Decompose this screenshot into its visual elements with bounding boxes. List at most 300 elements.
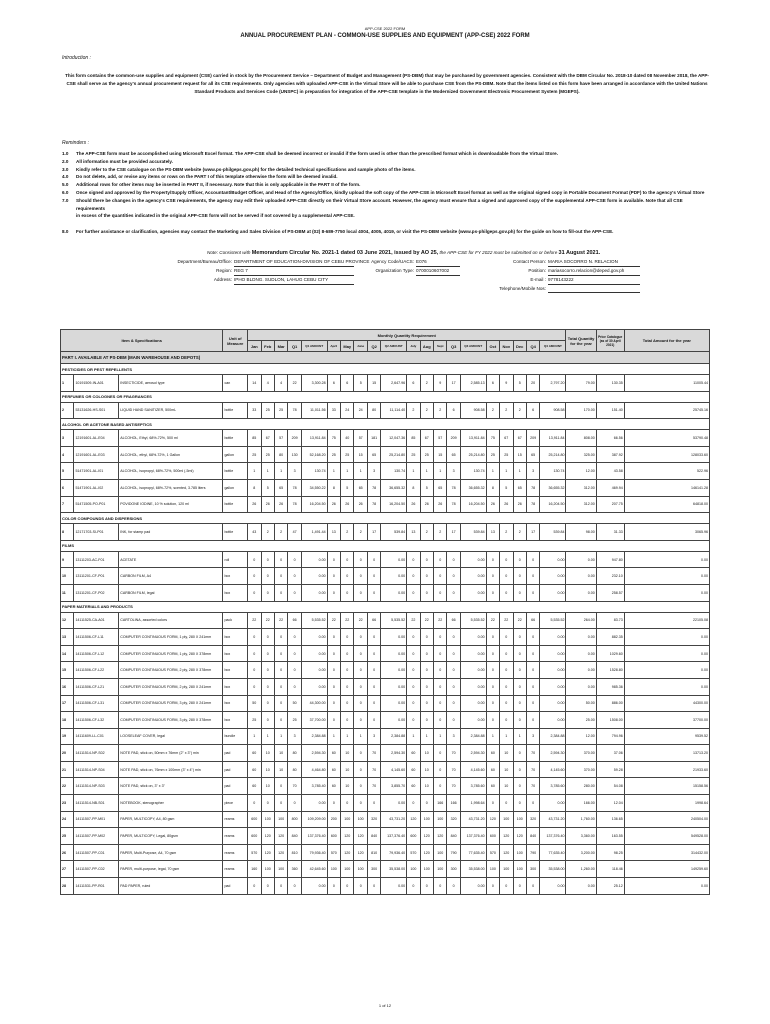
table-row (61, 695, 710, 712)
month-header: Dec (513, 341, 526, 352)
table-cell: 0 (526, 551, 539, 568)
table-cell: 0.00 (301, 878, 327, 895)
table-cell: POVIDONE IODINE, 10 % solution, 120 ml (119, 496, 223, 513)
table-cell: 0 (500, 795, 513, 812)
table-cell: 4,145.60 (381, 761, 407, 778)
reminder-number: 5.0 (62, 182, 69, 188)
table-cell: 0 (513, 745, 526, 762)
table-cell: 25 (61, 828, 74, 845)
table-cell: 100 (354, 811, 367, 828)
table-cell: 0 (261, 878, 274, 895)
table-cell: 2,594.30 (540, 745, 566, 762)
table-cell: 0 (447, 629, 460, 646)
table-cell: 0 (274, 584, 287, 601)
table-cell: 0.00 (301, 551, 327, 568)
table-cell: 0 (526, 662, 539, 679)
table-cell: 80 (288, 745, 301, 762)
table-cell: 14111514-NP-S02 (74, 745, 119, 762)
page-number: 1 of 12 (378, 1003, 392, 1008)
table-cell: 0.00 (624, 878, 709, 895)
table-cell: 808.00 (566, 430, 596, 447)
table-cell: 300 (367, 861, 380, 878)
table-cell: 209 (526, 430, 539, 447)
field-label: Department/Bureau/Office: (177, 259, 232, 264)
reminder-item (62, 189, 712, 197)
table-cell: 25,214.80 (540, 446, 566, 463)
table-row (61, 584, 710, 601)
table-cell: NOTE PAD, stick on, 50mm x 76mm (2" x 3") min (119, 745, 223, 762)
month-header: Q3 AMOUNT (460, 341, 486, 352)
table-cell: 12171703-SI-P01 (74, 524, 119, 541)
table-cell: 80 (274, 446, 287, 463)
table-cell: 25 (486, 446, 499, 463)
table-cell: COMPUTER CONTINUOUS FORM, 3 ply, 280 X 378mm (119, 712, 223, 729)
table-cell: 0 (513, 878, 526, 895)
table-cell: 908.58 (540, 402, 566, 419)
table-cell: 60 (486, 778, 499, 795)
table-cell: 0 (526, 568, 539, 585)
table-cell: 120 (420, 828, 433, 845)
table-body (61, 352, 710, 895)
table-cell: 50.00 (566, 695, 596, 712)
contact-fields (490, 258, 640, 293)
table-cell: 65 (526, 446, 539, 463)
reminders-heading: Reminders : (62, 140, 89, 146)
table-cell: 1 (327, 728, 340, 745)
table-cell: 51471901-AL-I02 (74, 479, 119, 496)
table-cell: 25 (261, 402, 274, 419)
table-cell: 0 (486, 695, 499, 712)
table-cell: 130.35 (596, 375, 624, 392)
table-cell: 100 (327, 861, 340, 878)
col-item-specs: Item & Specifications (61, 330, 223, 352)
table-cell: 2 (500, 524, 513, 541)
table-cell: 3 (61, 430, 74, 447)
reminder-text: For further assistance or clarification, agencies may contact the Marketing and Sales Division of PS-DBM at (02) 8-689-7750 local 4004, 4005, 4019, or visit the PS-DBM website (www.ps-philgeps.gov.ph) for the guide on how to fill-out the APP-CSE. (76, 229, 614, 235)
table-cell: box (223, 568, 248, 585)
table-cell: 5,535.52 (460, 612, 486, 629)
table-cell: 136.65 (596, 811, 624, 828)
table-row (61, 568, 710, 585)
table-cell: 1 (433, 728, 446, 745)
table-cell: 0 (433, 584, 446, 601)
table-cell: 65 (354, 479, 367, 496)
table-cell: 0.00 (381, 551, 407, 568)
month-header: July (407, 341, 420, 352)
table-cell: 600 (248, 811, 261, 828)
table-cell: bottle (223, 463, 248, 480)
table-cell: 10 (500, 778, 513, 795)
category-row (61, 513, 710, 524)
table-cell: 181 (367, 430, 380, 447)
table-cell: 0 (526, 678, 539, 695)
table-cell: 0.00 (624, 645, 709, 662)
table-cell: 10191509-IN-A01 (74, 375, 119, 392)
reminder-item (62, 212, 712, 220)
table-cell: 1528.80 (596, 662, 624, 679)
table-cell: ALCOHOL, ethyl, 68%-72%, 1 Gallon (119, 446, 223, 463)
table-cell: 10 (341, 745, 354, 762)
table-cell: 0 (486, 584, 499, 601)
category-label: COLOR COMPOUNDS AND DISPERSIONS (61, 513, 710, 524)
table-cell: 9539.52 (624, 728, 709, 745)
table-cell: 130.74 (460, 463, 486, 480)
table-cell: 0 (513, 778, 526, 795)
table-cell: 2 (341, 524, 354, 541)
table-cell: 0 (327, 662, 340, 679)
table-cell: PAPER, Multi-Purpose, A4, 70 gsm (119, 844, 223, 861)
table-cell: 170.00 (566, 402, 596, 419)
table-cell: 0 (261, 712, 274, 729)
table-cell: 35,538.00 (460, 861, 486, 878)
table-cell: 0 (513, 662, 526, 679)
table-cell: 0 (407, 695, 420, 712)
table-cell: box (223, 645, 248, 662)
table-cell: 0 (367, 568, 380, 585)
table-cell: 0 (288, 629, 301, 646)
table-cell: 26 (500, 496, 513, 513)
table-cell: 15 (61, 662, 74, 679)
table-cell: 100 (261, 811, 274, 828)
table-cell: 0 (341, 878, 354, 895)
table-cell: 0 (261, 695, 274, 712)
table-cell: ACETATE (119, 551, 223, 568)
table-cell: 52,168.20 (301, 446, 327, 463)
table-cell: 16,204.50 (301, 496, 327, 513)
table-cell: 1 (274, 728, 287, 745)
table-cell: 14 (61, 645, 74, 662)
table-row (61, 728, 710, 745)
table-cell: 78 (288, 496, 301, 513)
table-cell: 70 (526, 761, 539, 778)
table-cell: 27 (61, 861, 74, 878)
table-cell: 0 (420, 662, 433, 679)
table-cell: 0 (486, 795, 499, 812)
table-cell: 314432.00 (624, 844, 709, 861)
table-row (61, 479, 710, 496)
table-cell: 14111525-CA-A01 (74, 612, 119, 629)
field-value: MARIA SOCORRO N. RELACION (548, 258, 640, 267)
month-header: Nov (500, 341, 513, 352)
table-cell: 13,911.84 (460, 430, 486, 447)
table-cell: 0 (420, 712, 433, 729)
table-cell: 1,260.00 (566, 861, 596, 878)
table-cell: 570 (248, 844, 261, 861)
table-cell: 3065.96 (624, 524, 709, 541)
table-cell: 2,594.30 (301, 745, 327, 762)
table-cell: piece (223, 795, 248, 812)
table-cell: 100 (500, 811, 513, 828)
table-cell: 0.00 (540, 629, 566, 646)
table-cell: 0 (327, 568, 340, 585)
table-cell: 1029.60 (596, 645, 624, 662)
table-cell: 70 (526, 778, 539, 795)
table-cell: 19 (61, 728, 74, 745)
submission-note (207, 250, 600, 256)
table-cell: 100 (274, 811, 287, 828)
field-value: E076 (416, 258, 460, 267)
table-cell: 0 (341, 695, 354, 712)
table-cell: 2 (420, 524, 433, 541)
table-cell: 78 (367, 479, 380, 496)
table-cell: 0 (513, 712, 526, 729)
table-cell: gallon (223, 446, 248, 463)
table-cell: 26 (433, 496, 446, 513)
table-cell: 0.00 (540, 662, 566, 679)
table-cell: PAPER, MULTICOPY, A4, 80 gsm (119, 811, 223, 828)
table-row (61, 612, 710, 629)
table-cell: 0.00 (381, 584, 407, 601)
table-cell: 0 (341, 584, 354, 601)
table-cell: 120 (341, 844, 354, 861)
table-cell: 0 (261, 551, 274, 568)
table-cell: 0 (327, 695, 340, 712)
part-label: PART I. AVAILABLE AT PS-DBM (MAIN WAREHOUSE AND DEPOTS) (61, 352, 710, 364)
table-cell: pad (223, 745, 248, 762)
table-cell: 0.00 (460, 551, 486, 568)
table-cell: 264.00 (566, 612, 596, 629)
field-value: 0700010607002 (416, 267, 460, 276)
table-cell: 539.84 (460, 524, 486, 541)
table-cell: 60 (407, 761, 420, 778)
table-cell: 0 (248, 878, 261, 895)
table-cell: 66 (526, 612, 539, 629)
table-cell: 13,911.84 (540, 430, 566, 447)
table-cell: 22 (274, 612, 287, 629)
table-cell: 0.00 (381, 568, 407, 585)
reminder-text: Should there be changes in the agency's CSE requirements, the agency may edit their uploaded APP-CSE directly on their Virtual Store account. However, the agency must ensure that a signed and approved copy of the supplemental APP-CSE form is available. Note that all CSE requirements (76, 197, 683, 211)
table-cell: 100 (354, 861, 367, 878)
table-cell: ALCOHOL, Ethyl, 68%-72%, 500 ml (119, 430, 223, 447)
table-cell: 85 (248, 430, 261, 447)
table-cell: 43.58 (596, 463, 624, 480)
table-cell: 0 (447, 695, 460, 712)
table-cell: 22 (61, 778, 74, 795)
table-cell: 70 (526, 745, 539, 762)
table-cell: 908.58 (460, 402, 486, 419)
table-cell: 0 (274, 629, 287, 646)
table-cell: 0.00 (460, 645, 486, 662)
table-cell: 2 (354, 524, 367, 541)
field-label: Telephone/Mobile Nos: (499, 286, 546, 291)
table-cell: 100 (420, 811, 433, 828)
table-cell: 3 (447, 728, 460, 745)
table-cell: 0 (513, 568, 526, 585)
month-header: Mar (274, 341, 287, 352)
table-cell: 120 (261, 844, 274, 861)
table-cell: 0 (367, 629, 380, 646)
table-cell: 3 (288, 728, 301, 745)
table-cell: 0 (288, 568, 301, 585)
table-cell: 100 (500, 861, 513, 878)
table-cell: 280.00 (566, 778, 596, 795)
table-cell: 120 (486, 811, 499, 828)
table-cell: 0.00 (540, 584, 566, 601)
table-cell: 50 (248, 695, 261, 712)
table-cell: 0 (526, 629, 539, 646)
table-cell: 6 (341, 375, 354, 392)
table-cell: 0 (433, 878, 446, 895)
table-cell: 312.00 (566, 479, 596, 496)
table-cell: 0 (248, 584, 261, 601)
table-cell: 0.00 (381, 695, 407, 712)
table-cell: 22 (513, 612, 526, 629)
table-cell: 3,360.00 (566, 828, 596, 845)
table-cell: 2,594.30 (460, 745, 486, 762)
table-cell: 0.00 (381, 795, 407, 812)
table-cell: 31.33 (596, 524, 624, 541)
table-cell: INK, for stamp pad (119, 524, 223, 541)
table-cell: 66 (288, 612, 301, 629)
table-cell: 0 (500, 568, 513, 585)
table-cell: 65 (433, 479, 446, 496)
table-cell: 0.00 (460, 695, 486, 712)
table-cell: 120 (354, 844, 367, 861)
table-cell: 0 (341, 795, 354, 812)
table-cell: 25 (274, 402, 287, 419)
table-cell: 2 (500, 402, 513, 419)
table-cell: 0.00 (566, 584, 596, 601)
form-field (150, 276, 354, 285)
table-cell: 128033.60 (624, 446, 709, 463)
table-cell: 130.74 (540, 463, 566, 480)
table-cell: 1 (486, 463, 499, 480)
month-header: Q4 AMOUNT (540, 341, 566, 352)
table-cell: 3 (367, 463, 380, 480)
table-cell: 0.00 (540, 695, 566, 712)
table-cell: 6 (407, 375, 420, 392)
table-cell: 130 (288, 446, 301, 463)
table-cell: 2 (433, 402, 446, 419)
table-cell: 209 (288, 430, 301, 447)
table-cell: LIQUID HAND SANITIZER, 500mL (119, 402, 223, 419)
table-cell: 1 (500, 728, 513, 745)
table-cell: 10 (261, 778, 274, 795)
table-cell: bottle (223, 524, 248, 541)
table-cell: 0 (433, 568, 446, 585)
table-cell: 0.00 (460, 629, 486, 646)
table-cell: 98.00 (566, 524, 596, 541)
form-field (490, 258, 640, 267)
table-cell: 0 (407, 645, 420, 662)
table-cell: 0 (288, 795, 301, 812)
table-cell: 14111531-PP-R01 (74, 878, 119, 895)
table-cell: 0.00 (301, 678, 327, 695)
table-cell: 151.40 (596, 402, 624, 419)
table-cell: 0 (526, 695, 539, 712)
table-cell: 14111514-NP-S03 (74, 778, 119, 795)
table-cell: NOTEBOOK, stenographer (119, 795, 223, 812)
table-cell: 0 (407, 629, 420, 646)
table-cell: 4 (261, 375, 274, 392)
table-cell: 67 (500, 430, 513, 447)
table-cell: 146141.28 (624, 479, 709, 496)
table-cell: 522.96 (624, 463, 709, 480)
table-cell: 100 (420, 861, 433, 878)
table-cell: 232.10 (596, 568, 624, 585)
table-cell: 64818.00 (624, 496, 709, 513)
table-cell: 1,998.64 (460, 795, 486, 812)
table-cell: 2 (486, 402, 499, 419)
table-cell: 0.00 (381, 878, 407, 895)
reminder-item (62, 166, 712, 174)
table-cell: 600 (407, 828, 420, 845)
table-cell: 54.08 (596, 778, 624, 795)
table-row (61, 844, 710, 861)
table-cell: 0 (354, 568, 367, 585)
table-cell: 0.00 (301, 584, 327, 601)
table-cell: 13111201-CF-P02 (74, 584, 119, 601)
field-value: IPHO BLDNG. SUDLON, LAHUG CEBU CITY (234, 276, 354, 285)
table-cell: 387.92 (596, 446, 624, 463)
table-cell: pad (223, 778, 248, 795)
table-cell: 947.80 (596, 551, 624, 568)
table-cell: 22 (341, 612, 354, 629)
table-cell: 65 (513, 479, 526, 496)
table-cell: 0 (327, 795, 340, 812)
table-cell: 3,785.60 (540, 778, 566, 795)
table-cell: 33 (327, 402, 340, 419)
table-cell: 25 (420, 446, 433, 463)
table-cell: 10 (274, 761, 287, 778)
table-cell: 0 (486, 678, 499, 695)
table-cell: 0.00 (624, 584, 709, 601)
table-cell: 0 (420, 568, 433, 585)
table-cell: 16,204.50 (381, 496, 407, 513)
table-cell: 65 (447, 446, 460, 463)
table-cell: 8 (327, 479, 340, 496)
table-cell: 83.73 (596, 612, 624, 629)
table-cell: 14111506-CF-L22 (74, 662, 119, 679)
table-cell: 0.00 (540, 795, 566, 812)
table-cell: 0 (274, 712, 287, 729)
table-cell: 0 (407, 584, 420, 601)
table-cell: 1 (61, 375, 74, 392)
table-cell: 2 (420, 375, 433, 392)
table-cell: 1 (433, 463, 446, 480)
note-memo: Memorandum Circular No. 2021-1 dated 03 June 2021, issued by AO 25, (251, 250, 439, 256)
table-cell: 26 (327, 496, 340, 513)
reminder-number: 6.0 (62, 189, 69, 195)
table-cell: 840 (447, 828, 460, 845)
table-cell: 0 (274, 778, 287, 795)
month-header: Q4 (526, 341, 539, 352)
table-cell: 120 (433, 828, 446, 845)
table-cell: 0 (341, 645, 354, 662)
table-cell: 14111609-LL-C01 (74, 728, 119, 745)
table-cell: 11,011.56 (301, 402, 327, 419)
table-cell: 0 (513, 678, 526, 695)
table-cell: 16,204.50 (460, 496, 486, 513)
table-cell: 4,464.80 (301, 761, 327, 778)
table-cell: bottle (223, 402, 248, 419)
table-cell: 13 (486, 524, 499, 541)
table-cell: 0 (341, 568, 354, 585)
table-cell: 33 (248, 402, 261, 419)
table-cell: 0 (327, 629, 340, 646)
table-cell: 3,785.40 (301, 778, 327, 795)
table-cell: 1 (486, 728, 499, 745)
table-cell: 0 (486, 629, 499, 646)
table-cell: 0.00 (566, 678, 596, 695)
table-cell: 0 (433, 629, 446, 646)
reminder-number: 3.0 (62, 166, 69, 172)
table-cell: 22 (354, 612, 367, 629)
table-cell: 0.00 (566, 629, 596, 646)
reminder-text: Do not delete, add, or revise any items or rows on the PART I of this template otherwise the form will be deemed invalid. (76, 174, 338, 180)
table-cell: 78 (288, 402, 301, 419)
table-cell: 66 (367, 612, 380, 629)
